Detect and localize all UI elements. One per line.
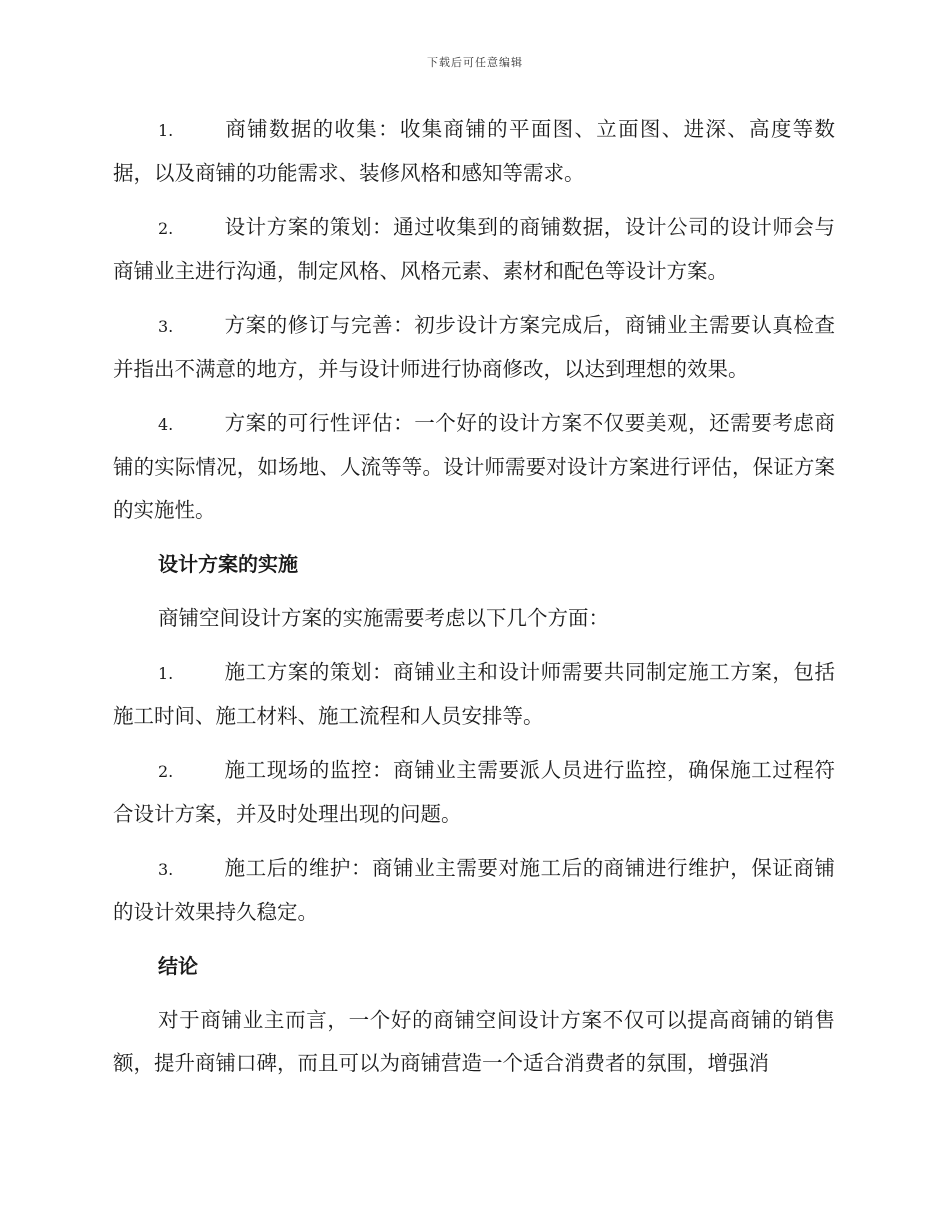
list-item	[113, 206, 835, 293]
list-item	[113, 749, 835, 836]
page-header: 下载后可任意编辑	[427, 56, 523, 69]
conclusion-paragraph: 对于商铺业主而言，一个好的商铺空间设计方案不仅可以提高商铺的销售额，提升商铺口碑，而且可以为商铺营造一个适合消费者的氛围，增强消	[113, 1008, 835, 1075]
list-number: 1.	[158, 121, 174, 140]
list-number: 3.	[158, 860, 174, 879]
list-number: 2.	[158, 219, 174, 238]
list-text: 施工方案的策划：商铺业主和设计师需要共同制定施工方案，包括施工时间、施工材料、施工流程和人员安排等。	[113, 660, 835, 728]
list-text: 方案的修订与完善：初步设计方案完成后，商铺业主需要认真检查并指出不满意的地方，并与设计师进行协商修改，以达到理想的效果。	[113, 313, 835, 381]
list-text: 设计方案的策划：通过收集到的商铺数据，设计公司的设计师会与商铺业主进行沟通，制定风格、风格元素、素材和配色等设计方案。	[113, 215, 835, 283]
list-item	[113, 108, 835, 195]
list-text: 商铺数据的收集：收集商铺的平面图、立面图、进深、高度等数据，以及商铺的功能需求、装修风格和感知等需求。	[113, 117, 835, 185]
list-text: 方案的可行性评估：一个好的设计方案不仅要美观，还需要考虑商铺的实际情况，如场地、人流等等。设计师需要对设计方案进行评估，保证方案的实施性。	[113, 411, 835, 522]
list-number: 2.	[158, 762, 174, 781]
list-item	[113, 402, 835, 532]
list-text: 施工后的维护：商铺业主需要对施工后的商铺进行维护，保证商铺的设计效果持久稳定。	[113, 856, 835, 924]
list-text: 施工现场的监控：商铺业主需要派人员进行监控，确保施工过程符合设计方案，并及时处理出现的问题。	[113, 758, 835, 826]
list-item	[113, 304, 835, 391]
list-item	[113, 651, 835, 738]
list-number: 3.	[158, 317, 174, 336]
section-heading-implementation: 设计方案的实施	[158, 552, 298, 576]
section-heading-conclusion: 结论	[158, 954, 198, 978]
list-item	[113, 847, 835, 934]
document-body	[113, 108, 835, 1096]
section-intro: 商铺空间设计方案的实施需要考虑以下几个方面：	[158, 606, 609, 630]
list-number: 4.	[158, 415, 174, 434]
list-number: 1.	[158, 664, 174, 683]
